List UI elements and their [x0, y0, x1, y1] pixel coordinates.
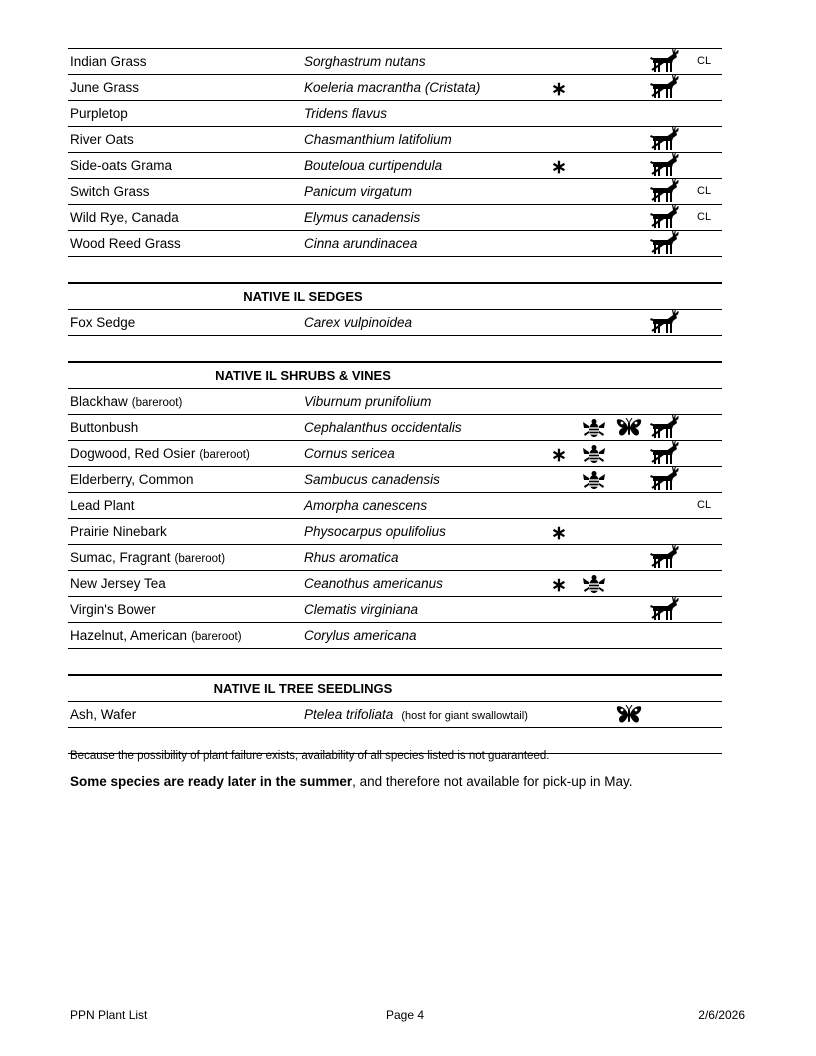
scientific-name-text: Panicum virgatum: [304, 184, 413, 199]
common-name-text: New Jersey Tea: [70, 576, 166, 591]
scientific-name-text: Cephalanthus occidentalis: [304, 420, 462, 435]
common-name-text: Side-oats Grama: [70, 158, 173, 173]
bareroot-note: (bareroot): [199, 449, 250, 461]
scientific-name-text: Sorghastrum nutans: [304, 54, 426, 69]
table-row: [68, 153, 722, 179]
table-row: [68, 101, 722, 127]
scientific-name: [304, 597, 418, 622]
deer-resistant-icon: [650, 466, 680, 491]
deer-resistant-icon: [650, 74, 680, 99]
spacer-row: [68, 649, 722, 675]
bee-icon: [582, 469, 606, 494]
disclaimer-text: Because the possibility of plant failure exists, availability of all species listed is not guaranteed.: [70, 750, 550, 762]
bee-icon: [582, 573, 606, 598]
common-name: [70, 702, 136, 727]
scientific-name-text: Cinna arundinacea: [304, 236, 418, 251]
section-title: NATIVE IL TREE SEEDLINGS: [213, 681, 393, 696]
scientific-name: [304, 205, 420, 230]
scientific-name: [304, 75, 480, 100]
cl-code: CL: [697, 55, 712, 67]
table-row: [68, 127, 722, 153]
common-name: [70, 101, 128, 126]
table-row: [68, 415, 722, 441]
section-header: [68, 675, 722, 702]
scientific-name: [304, 519, 446, 544]
common-name-text: Wood Reed Grass: [70, 236, 181, 251]
common-name-text: Fox Sedge: [70, 315, 136, 330]
availability-note: [70, 774, 633, 789]
scientific-name: [304, 49, 426, 74]
table-row: [68, 702, 722, 728]
butterfly-icon: [616, 418, 642, 443]
scientific-name: [304, 310, 412, 335]
section-header: [68, 283, 722, 310]
deer-resistant-icon: [650, 544, 680, 569]
scientific-name-text: Carex vulpinoidea: [304, 315, 413, 330]
common-name: [70, 179, 150, 204]
deer-resistant-icon: [650, 178, 680, 203]
common-name-text: Blackhaw: [70, 394, 128, 409]
scientific-name: [304, 493, 427, 518]
scientific-name: [304, 415, 462, 440]
bareroot-note: (bareroot): [131, 397, 183, 409]
asterisk-icon: ∗: [551, 575, 567, 596]
common-name-text: Dogwood, Red Osier: [70, 446, 196, 461]
deer-resistant-icon: [650, 309, 680, 334]
deer-resistant-icon: [650, 596, 680, 621]
common-name-text: River Oats: [70, 132, 134, 147]
common-name-text: Elderberry, Common: [70, 472, 194, 487]
common-name: [70, 623, 242, 648]
scientific-name-text: Physocarpus opulifolius: [304, 524, 446, 539]
common-name-text: Buttonbush: [70, 420, 139, 435]
table-row: [68, 545, 722, 571]
scientific-name: [304, 153, 442, 178]
scientific-name: [304, 545, 399, 570]
bee-icon: [582, 417, 606, 442]
asterisk-icon: ∗: [551, 157, 567, 178]
common-name: [70, 545, 225, 570]
table-row: [68, 467, 722, 493]
scientific-name: [304, 702, 528, 727]
table-row: [68, 623, 722, 649]
scientific-name-text: Ceanothus americanus: [304, 576, 443, 591]
table-row: [68, 519, 722, 545]
scientific-name: [304, 571, 443, 596]
scientific-name: [304, 101, 387, 126]
section-title: NATIVE IL SHRUBS & VINES: [215, 368, 391, 383]
common-name: [70, 310, 135, 335]
cl-code: CL: [697, 499, 712, 511]
deer-resistant-icon: [650, 126, 680, 151]
table-row: [68, 310, 722, 336]
deer-resistant-icon: [650, 414, 680, 439]
scientific-name-text: Chasmanthium latifolium: [304, 132, 452, 147]
table-row: [68, 597, 722, 623]
common-name: [70, 231, 181, 256]
section-title: NATIVE IL SEDGES: [243, 289, 363, 304]
scientific-name-text: Sambucus canadensis: [304, 472, 440, 487]
deer-resistant-icon: [650, 152, 680, 177]
common-name: [70, 467, 194, 492]
scientific-name: [304, 127, 452, 152]
common-name-text: Sumac, Fragrant: [70, 550, 171, 565]
table-row: [68, 48, 722, 75]
table-row: [68, 75, 722, 101]
deer-resistant-icon: [650, 230, 680, 255]
table-row: [68, 493, 722, 519]
table-row: [68, 179, 722, 205]
deer-resistant-icon: [650, 48, 680, 73]
section-header: [68, 362, 722, 389]
table-row: [68, 441, 722, 467]
footer-title: PPN Plant List: [70, 1008, 148, 1022]
scientific-name-text: Elymus canadensis: [304, 210, 421, 225]
scientific-name-text: Rhus aromatica: [304, 550, 399, 565]
table-row: [68, 571, 722, 597]
common-name-text: Lead Plant: [70, 498, 135, 513]
scientific-name: [304, 467, 440, 492]
asterisk-icon: ∗: [551, 523, 567, 544]
scientific-name-text: Bouteloua curtipendula: [304, 158, 443, 173]
common-name: [70, 571, 166, 596]
deer-resistant-icon: [650, 204, 680, 229]
common-name: [70, 205, 179, 230]
common-name: [70, 519, 167, 544]
availability-note-rest: , and therefore not available for pick-up in May.: [352, 774, 633, 789]
cl-code: CL: [697, 211, 712, 223]
common-name-text: June Grass: [70, 80, 140, 95]
bee-icon: [582, 443, 606, 468]
common-name-text: Purpletop: [70, 106, 128, 121]
spacer-row: [68, 257, 722, 283]
bareroot-note: (bareroot): [191, 631, 242, 643]
footer-page-number: Page 4: [386, 1008, 425, 1022]
host-note: (host for giant swallowtail): [401, 710, 528, 722]
butterfly-icon: [616, 705, 642, 730]
common-name: [70, 415, 138, 440]
common-name: [70, 49, 147, 74]
scientific-name: [304, 231, 417, 256]
common-name-text: Switch Grass: [70, 184, 150, 199]
common-name: [70, 127, 134, 152]
spacer-row: [68, 336, 722, 362]
scientific-name-text: Clematis virginiana: [304, 602, 419, 617]
asterisk-icon: ∗: [551, 445, 567, 466]
cl-code: CL: [697, 185, 712, 197]
scientific-name-text: Tridens flavus: [304, 106, 388, 121]
common-name: [70, 75, 139, 100]
plant-list: [68, 48, 722, 754]
scientific-name-text: Ptelea trifoliata: [304, 707, 394, 722]
common-name-text: Indian Grass: [70, 54, 147, 69]
scientific-name-text: Amorpha canescens: [304, 498, 428, 513]
table-row: [68, 389, 722, 415]
common-name: [70, 597, 156, 622]
common-name-text: Prairie Ninebark: [70, 524, 167, 539]
common-name-text: Wild Rye, Canada: [70, 210, 179, 225]
scientific-name: [304, 623, 417, 648]
availability-note-bold: Some species are ready later in the summer: [70, 774, 353, 789]
common-name: [70, 441, 250, 466]
scientific-name-text: Koeleria macrantha (Cristata): [304, 80, 481, 95]
common-name-text: Virgin's Bower: [70, 602, 156, 617]
scientific-name: [304, 441, 395, 466]
scientific-name-text: Corylus americana: [304, 628, 417, 643]
scientific-name: [304, 389, 431, 414]
scientific-name-text: Viburnum prunifolium: [304, 394, 432, 409]
scientific-name-text: Cornus sericea: [304, 446, 395, 461]
asterisk-icon: ∗: [551, 79, 567, 100]
common-name: [70, 153, 172, 178]
common-name: [70, 389, 182, 414]
common-name-text: Ash, Wafer: [70, 707, 137, 722]
scientific-name: [304, 179, 412, 204]
bareroot-note: (bareroot): [174, 553, 226, 565]
common-name: [70, 493, 135, 518]
table-row: [68, 205, 722, 231]
table-row: [68, 231, 722, 257]
common-name-text: Hazelnut, American: [70, 628, 188, 643]
deer-resistant-icon: [650, 440, 680, 465]
footer-date: 2/6/2026: [698, 1008, 745, 1022]
